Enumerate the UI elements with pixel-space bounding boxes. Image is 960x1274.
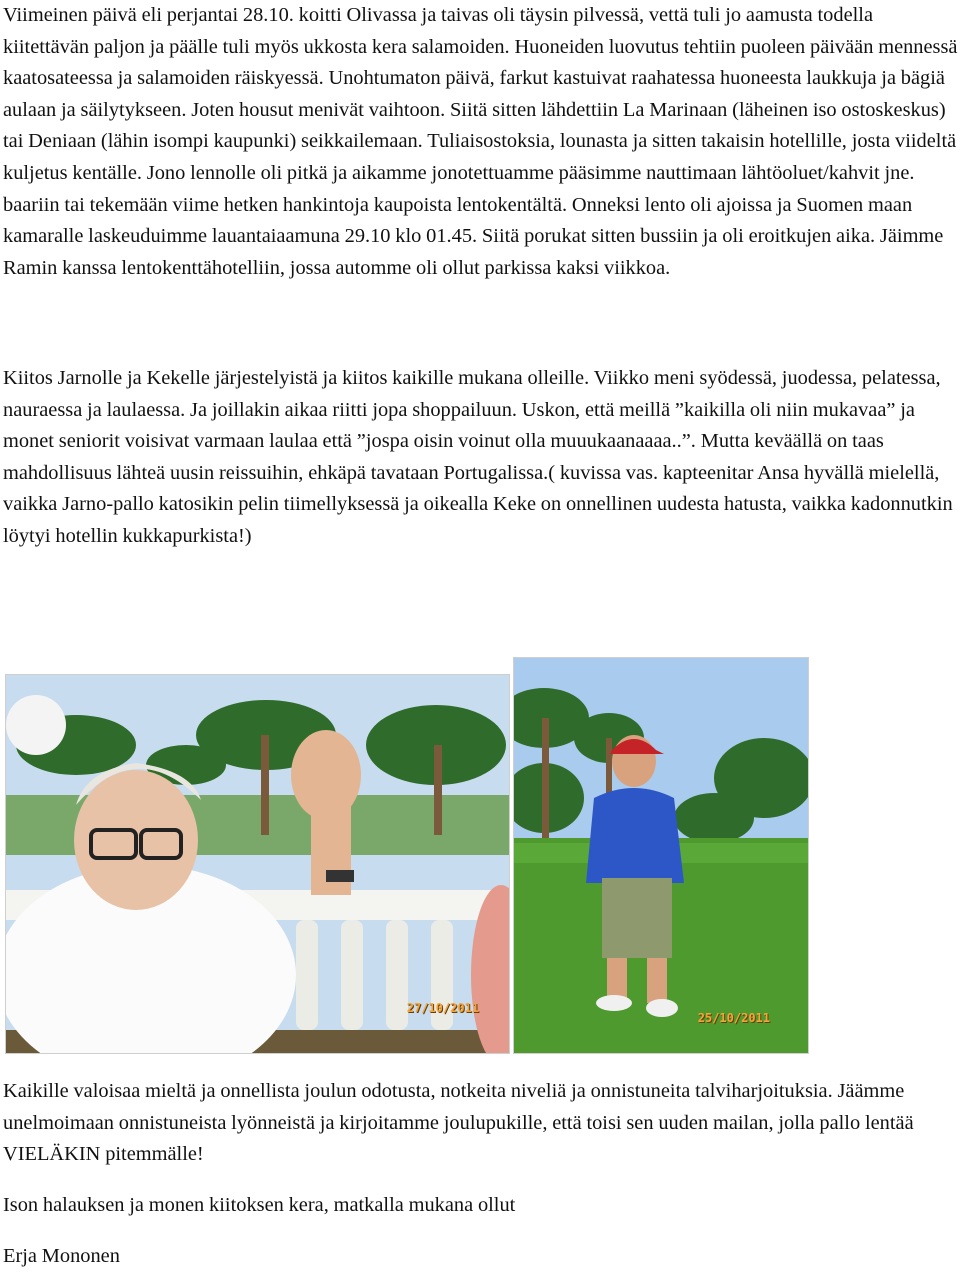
photo-left-image [6, 675, 509, 1053]
signature-name: Erja Mononen [3, 1245, 120, 1267]
paragraph-closing: Ison halauksen ja monen kiitoksen kera, matkalla mukana ollut [3, 1194, 516, 1216]
paragraph-season-greetings: Kaikille valoisaa mieltä ja onnellista joulun odotusta, notkeita niveliä ja onnistuneita talviharjoituksia. Jäämme unelmoimaan onnistuneista lyönneistä ja kirjoitamme joulupukille, että toisi sen uuden mailan, jolla pallo lentää VIELÄKIN pitemmälle! [3, 1080, 914, 1166]
photo-captain-waving [5, 674, 510, 1054]
photo-date-stamp-right: 25/10/2011 [697, 1011, 770, 1025]
paragraph-last-day: Viimeinen päivä eli perjantai 28.10. koitti Olivassa ja taivas oli täysin pilvessä, vettä tuli jo aamusta todella kiitettävän paljon ja päälle tuli myös ukkosta kera salamoiden. Huoneiden luovutus tehtiin puoleen päivään mennessä kaatosateessa ja salamoiden räiskyessä. Unohtumaton päivä, farkut kastuivat raahatessa huoneesta laukkuja ja bägiä aulaan ja säilytykseen. Joten housut menivät vaihtoon. Siitä sitten lähdettiin La Marinaan (läheinen iso ostoskeskus) tai Deniaan (lähin isompi kaupunki) seikkailemaan. Tuliaisostoksia, lounasta ja sitten takaisin hotellille, josta viideltä kuljetus kentälle. Jono lennolle oli pitkä ja aikamme jonotettuamme pääsimme nauttimaan lähtöoluet/kahvit jne. baariin tai tekemään viime hetken hankintoja kaupoista lentokentältä. Onneksi lento oli ajoissa ja Suomen maan kamaralle laskeuduimme lauantaiaamuna 29.10 klo 01.45. Siitä porukat sitten bussiin ja oli eroitkujen aika. Jäimme Ramin kanssa lentokenttähotelliin, jossa automme oli ollut parkissa kaksi viikkoa. [3, 4, 958, 279]
paragraph-thanks: Kiitos Jarnolle ja Kekelle järjestelyistä ja kiitos kaikille mukana olleille. Viikko meni syödessä, juodessa, pelatessa, nauraessa ja laulaessa. Ja joillakin aikaa riitti jopa shoppailuun. Uskon, että meillä ”kaikilla oli niin mukavaa” ja monet seniorit voisivat varmaan laulaa että ”jospa oisin voinut olla muuukaanaaaa..”. Mutta keväällä on taas mahdollisuus lähteä uusin reissuihin, ehkäpä tavataan Portugalissa.( kuvissa vas. kapteenitar Ansa hyvällä mielellä, vaikka Jarno-pallo katosikin pelin tiimellyksessä ja oikealla Keke on onnellinen uudesta hatusta, vaikka kadonnutkin löytyi hotellin kukkapurkista!) [3, 367, 953, 547]
photo-right-image [514, 658, 808, 1053]
photo-date-stamp-left: 27/10/2011 [406, 1001, 479, 1015]
photo-keke-golf-course [513, 657, 809, 1054]
